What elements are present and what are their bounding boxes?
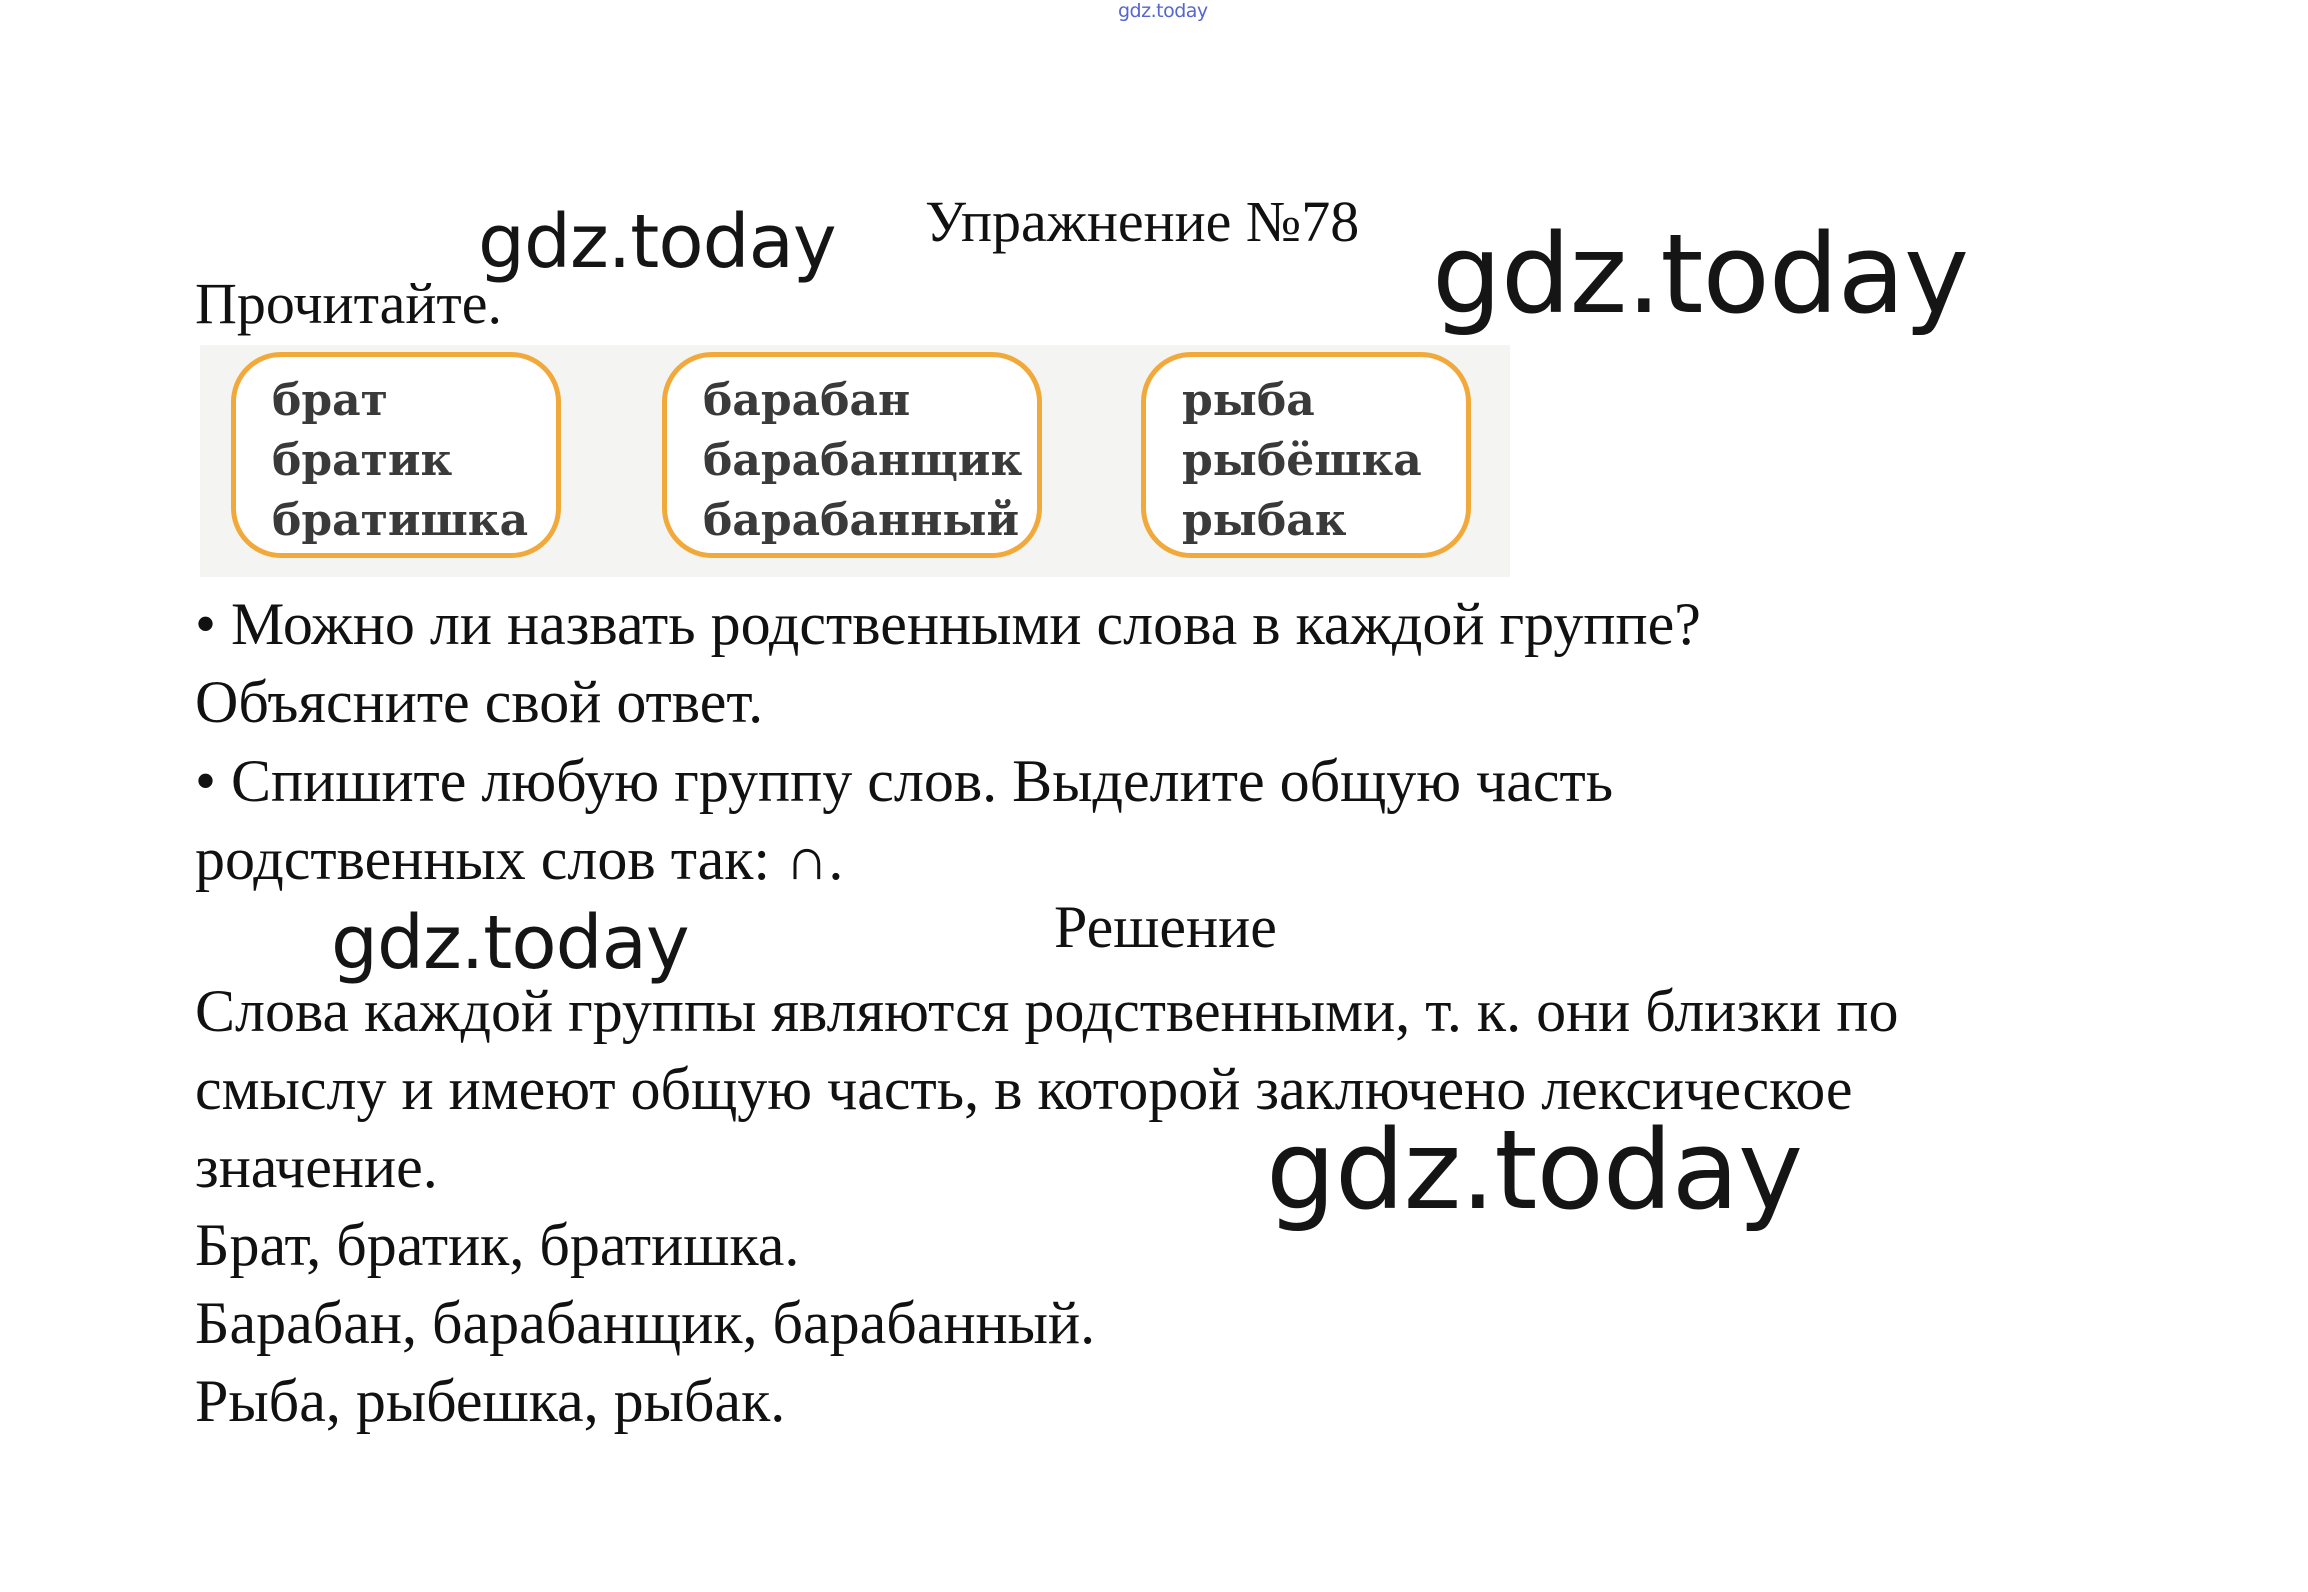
question-line: родственных слов так: ∩. [195, 826, 844, 892]
watermark: gdz.today [478, 199, 836, 285]
word: барабанный [703, 495, 1020, 546]
solution-group-line: Рыба, рыбешка, рыбак. [195, 1368, 786, 1434]
word: брат [272, 375, 388, 426]
solution-group-line: Брат, братик, братишка. [195, 1212, 800, 1278]
question-2 [195, 742, 1613, 898]
word: братишка [272, 495, 529, 546]
word-group-box-1 [231, 352, 561, 558]
read-prompt: Прочитайте. [195, 271, 503, 336]
header-watermark: gdz.today [1118, 0, 1208, 22]
word: братик [272, 435, 453, 486]
watermark: gdz.today [1432, 210, 1969, 338]
question-line: • Можно ли назвать родственными слова в каждой группе? [195, 591, 1701, 657]
solution-groups [195, 1206, 1095, 1440]
word: барабан [703, 375, 911, 426]
word: барабанщик [703, 435, 1023, 486]
word: рыба [1182, 375, 1315, 426]
solution-line: значение. [195, 1134, 438, 1200]
watermark: gdz.today [1266, 1106, 1803, 1234]
word: рыбак [1182, 495, 1347, 546]
solution-group-line: Барабан, барабанщик, барабанный. [195, 1290, 1096, 1356]
question-1 [195, 585, 1701, 741]
word: рыбёшка [1182, 435, 1422, 486]
solution-line: Слова каждой группы являются родственными, т. к. они близки по [195, 978, 1899, 1044]
solution-line: смыслу и имеют общую часть, в которой заключено лексическое [195, 1056, 1853, 1122]
word-group-box-3 [1141, 352, 1471, 558]
exercise-title: Упражнение №78 [925, 189, 1360, 254]
word-group-box-2 [662, 352, 1042, 558]
question-line: • Спишите любую группу слов. Выделите общую часть [195, 748, 1614, 814]
watermark: gdz.today [331, 900, 689, 986]
question-line: Объясните свой ответ. [195, 669, 764, 735]
solution-title: Решение [1054, 894, 1277, 960]
